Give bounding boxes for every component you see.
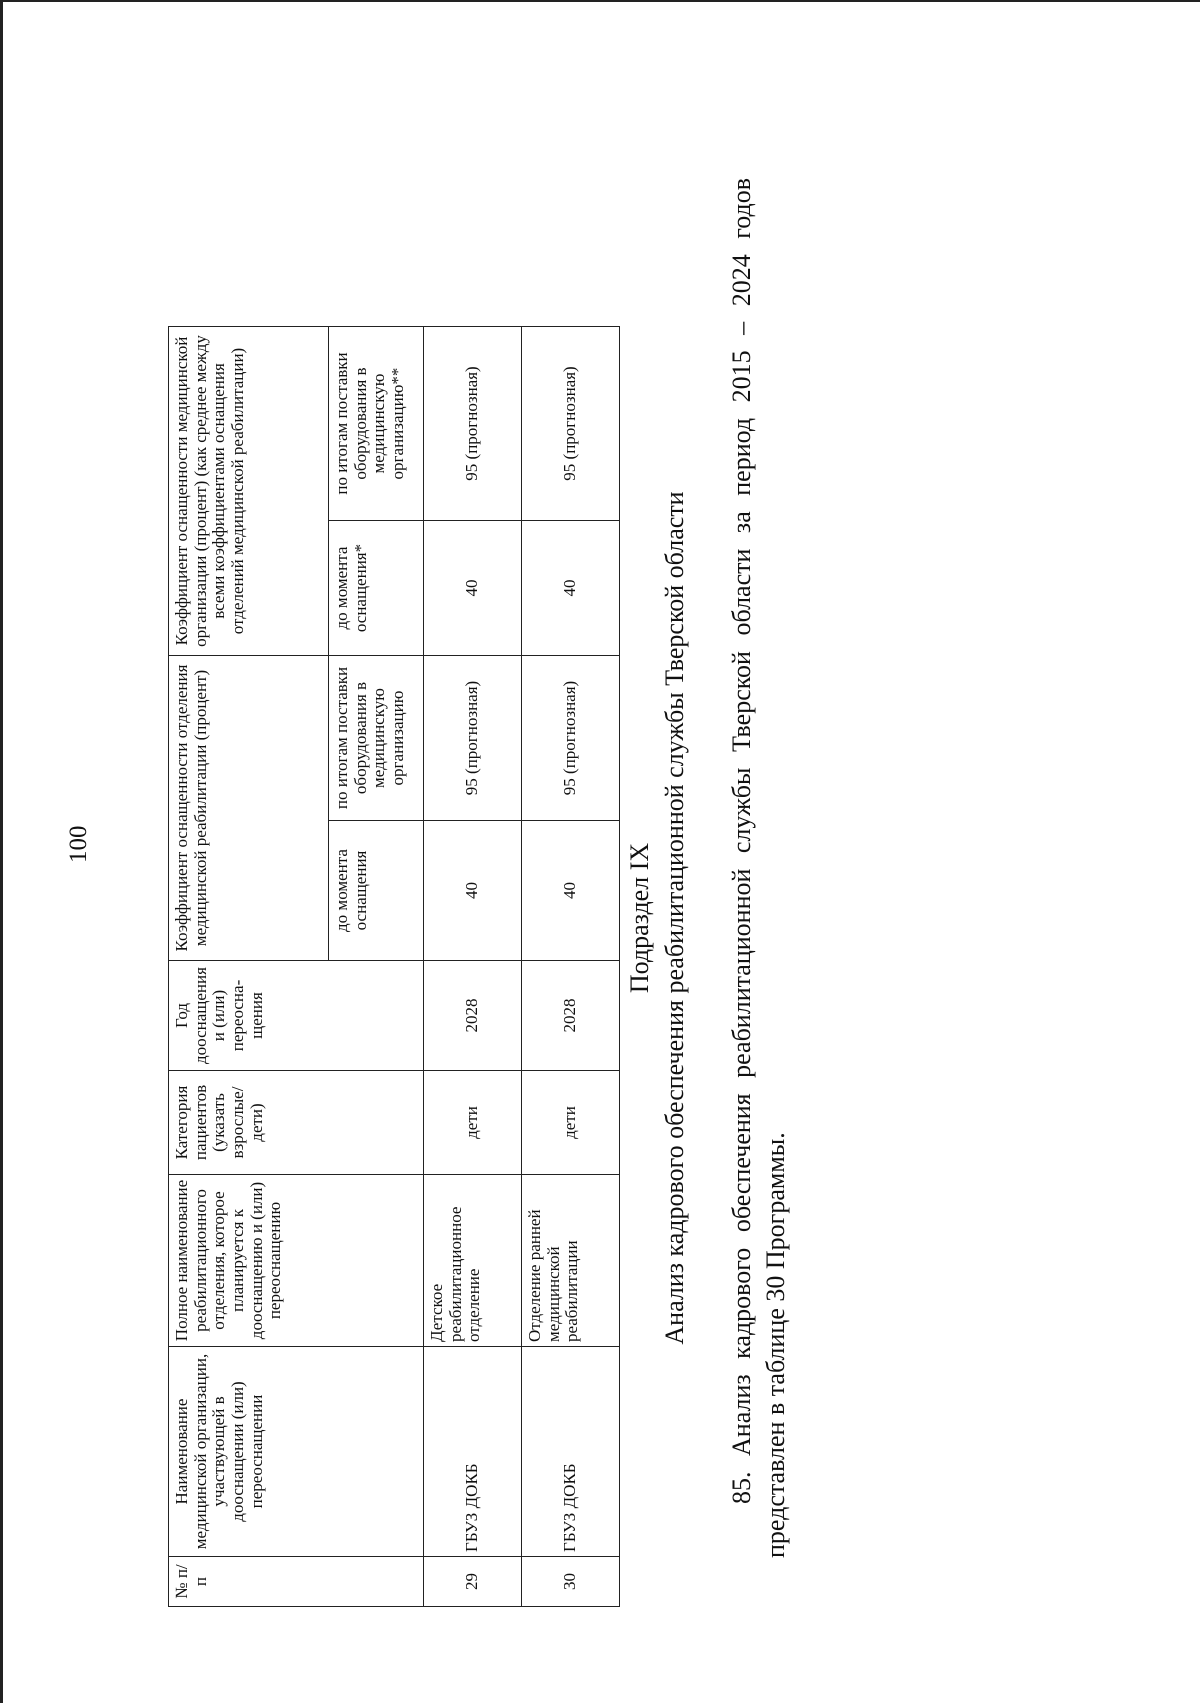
- cell-dept: Детское реабилитационное отделение: [424, 1175, 522, 1347]
- paragraph-85: [725, 178, 793, 1558]
- header-category: Категория пациентов (указать взрослые/ дети): [169, 1071, 424, 1175]
- header-year: Год дооснащения и (или) переосна-щения: [169, 961, 424, 1071]
- cell-num: 29: [424, 1557, 522, 1607]
- cell-org-after: 95 (прогнозная): [424, 327, 522, 521]
- cell-num: 30: [522, 1557, 620, 1607]
- cell-dept-before: 40: [424, 821, 522, 961]
- header-dept: Полное наименование реабилитационного отделения, которое планируется к дооснащению и (или) переоснащению: [169, 1175, 424, 1347]
- scan-edge-top: [0, 0, 1200, 2]
- subsection-subtitle: Анализ кадрового обеспечения реабилитационной службы Тверской области: [660, 491, 689, 1345]
- cell-dept: Отделение ранней медицинской реабилитации: [522, 1175, 620, 1347]
- cell-category: дети: [424, 1071, 522, 1175]
- cell-org: ГБУЗ ДОКБ: [424, 1347, 522, 1557]
- header-org: Наименование медицинской организации, участвующей в дооснащении (или) переоснащении: [169, 1347, 424, 1557]
- header-coef-org: Коэффициент оснащенности медицинской организации (процент) (как среднее между всеми коэффициентами оснащения отделений медицинской реабилитации): [169, 327, 329, 656]
- equipment-table: [168, 326, 620, 1607]
- cell-category: дети: [522, 1071, 620, 1175]
- cell-org-before: 40: [424, 521, 522, 656]
- header-num: № п/п: [169, 1557, 424, 1607]
- table-row: [522, 327, 620, 1607]
- header-dept-after: по итогам поставки оборудования в медицинскую организацию: [329, 656, 424, 821]
- cell-org-before: 40: [522, 521, 620, 656]
- paragraph-line-1: 85. Анализ кадрового обеспечения реабилитационной службы Тверской области за период 2015 – 2024 годов: [727, 178, 756, 1504]
- cell-dept-before: 40: [522, 821, 620, 961]
- cell-year: 2028: [522, 961, 620, 1071]
- page-number: 100: [65, 825, 92, 863]
- paragraph-line-2: представлен в таблице 30 Программы.: [761, 1132, 790, 1558]
- header-org-after: по итогам поставки оборудования в медицинскую организацию**: [329, 327, 424, 521]
- header-coef-dept: Коэффициент оснащенности отделения медицинской реабилитации (процент): [169, 656, 329, 961]
- subsection-title: Подраздел IX: [625, 842, 654, 994]
- cell-dept-after: 95 (прогнозная): [424, 656, 522, 821]
- header-org-before: до момента оснащения*: [329, 521, 424, 656]
- cell-org: ГБУЗ ДОКБ: [522, 1347, 620, 1557]
- cell-org-after: 95 (прогнозная): [522, 327, 620, 521]
- header-dept-before: до момента оснащения: [329, 821, 424, 961]
- cell-year: 2028: [424, 961, 522, 1071]
- rotated-page: [0, 133, 1080, 1703]
- cell-dept-after: 95 (прогнозная): [522, 656, 620, 821]
- table-row: [424, 327, 522, 1607]
